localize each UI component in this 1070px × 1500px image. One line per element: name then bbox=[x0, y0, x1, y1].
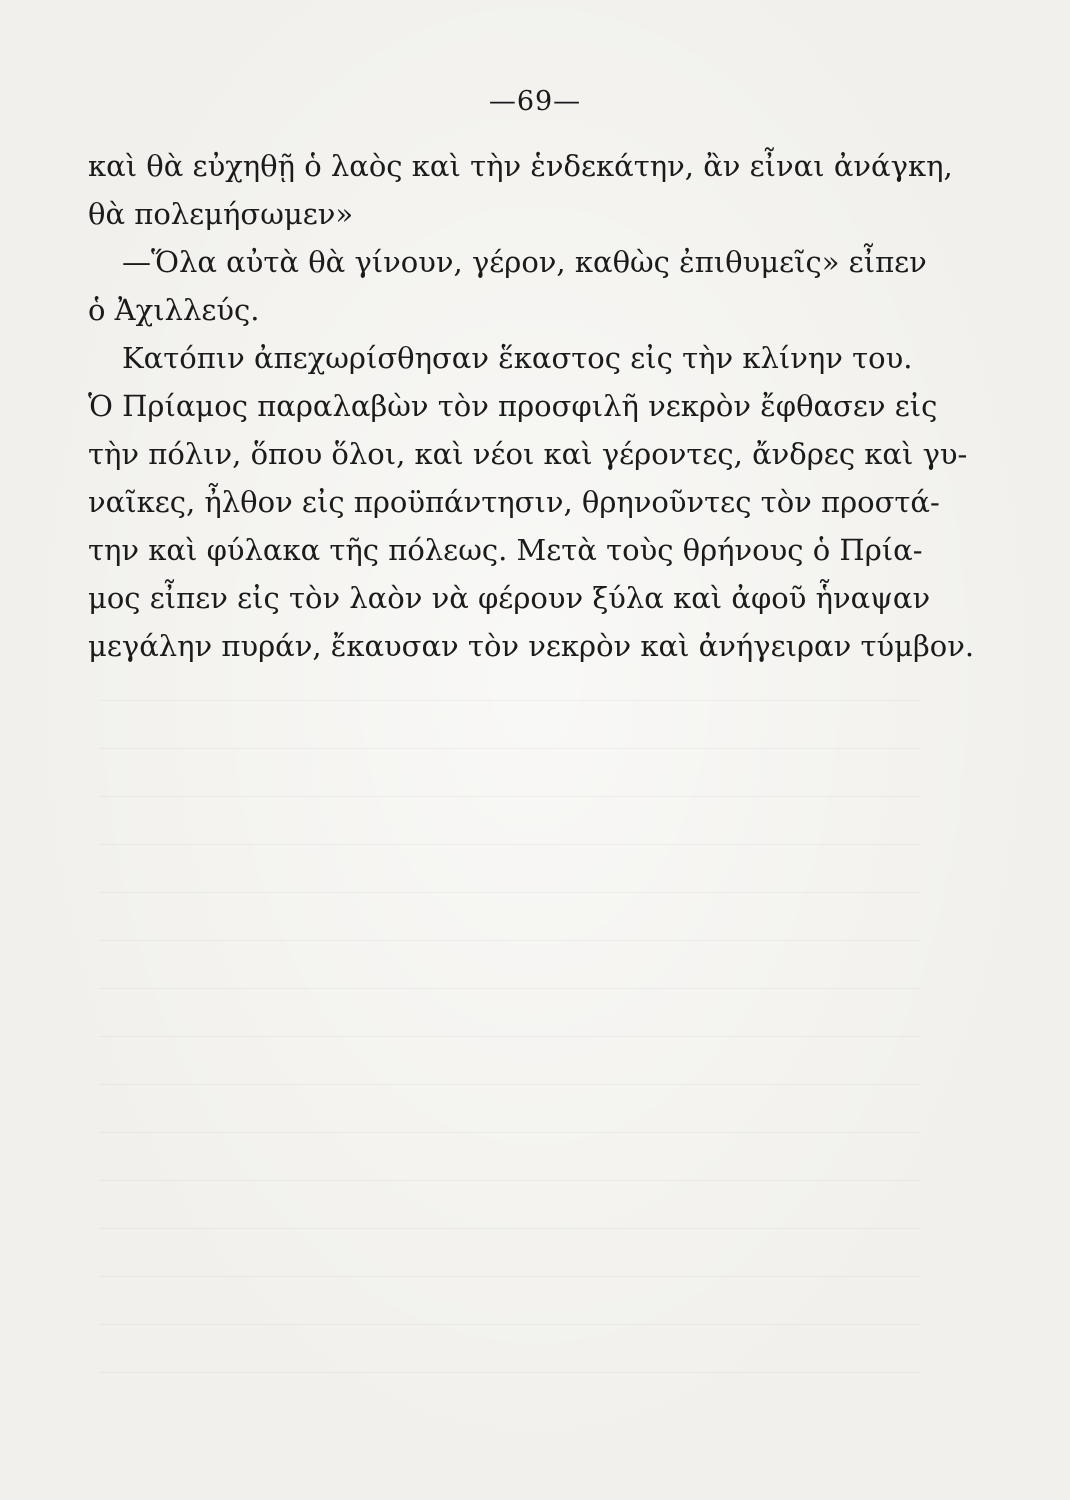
text-line: Κατόπιν ἀπεχωρίσθησαν ἕκαστος εἰς τὴν κλίνην του. bbox=[122, 341, 913, 375]
text-line: καὶ θὰ εὐχηθῇ ὁ λαὸς καὶ τὴν ἑνδεκάτην, ἂν εἶναι ἀνάγκη, bbox=[88, 149, 953, 183]
text-line: ναῖκες, ἦλθον εἰς προϋπάντησιν, θρηνοῦντες τὸν προστά- bbox=[88, 485, 940, 519]
text-line: μος εἶπεν εἰς τὸν λαὸν νὰ φέρουν ξύλα καὶ ἀφοῦ ἧναψαν bbox=[88, 581, 931, 615]
text-line: ὁ Ἀχιλλεύς. bbox=[88, 293, 260, 327]
text-line: —Ὅλα αὐτὰ θὰ γίνουν, γέρον, καθὼς ἐπιθυμεῖς» εἶπεν bbox=[122, 245, 927, 279]
text-line: την καὶ φύλακα τῆς πόλεως. Μετὰ τοὺς θρήνους ὁ Πρία- bbox=[88, 533, 923, 567]
page-number: —69— bbox=[488, 86, 582, 117]
text-line: τὴν πόλιν, ὅπου ὅλοι, καὶ νέοι καὶ γέροντες, ἄνδρες καὶ γυ- bbox=[88, 437, 968, 471]
text-line: Ὁ Πρίαμος παραλαβὼν τὸν προσφιλῆ νεκρὸν ἔφθασεν εἰς bbox=[88, 389, 938, 423]
text-line: θὰ πολεμήσωμεν» bbox=[88, 197, 354, 231]
text-line: μεγάλην πυράν, ἔκαυσαν τὸν νεκρὸν καὶ ἀνήγειραν τύμβον. bbox=[88, 629, 975, 663]
body-text bbox=[88, 142, 975, 670]
